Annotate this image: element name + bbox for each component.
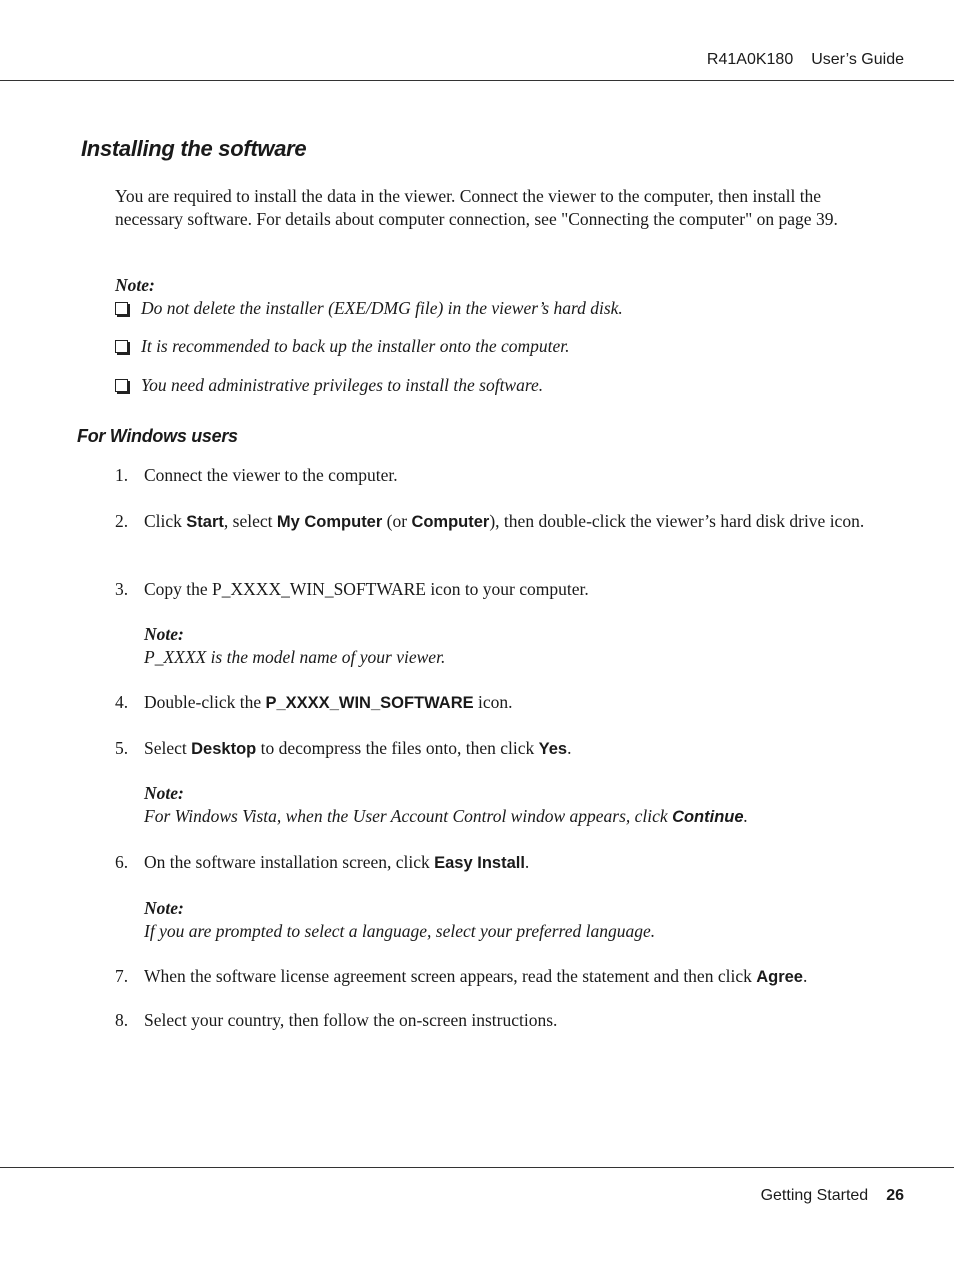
start-label: Start — [186, 513, 224, 531]
footer-section: Getting Started — [760, 1187, 869, 1204]
checkbox-bullet-icon — [115, 302, 128, 315]
computer-label: Computer — [411, 513, 490, 531]
step-6: 6. On the software installation screen, click Easy Install. — [115, 852, 530, 872]
footer-divider — [0, 1167, 954, 1168]
easy-install-label: Easy Install — [434, 854, 525, 872]
step-2: 2. Click Start, select My Computer (or Computer), then double-click the viewer’s hard disk drive icon. — [115, 511, 865, 531]
intro-paragraph: You are required to install the data in the viewer. Connect the viewer to the computer, then install the necessary software. For details about computer connection, see "Connecting the computer" on page 39. — [115, 186, 838, 229]
desktop-label: Desktop — [191, 740, 257, 758]
step-7: 7. When the software license agreement screen appears, read the statement and then click Agree. — [115, 966, 808, 986]
agree-label: Agree — [756, 968, 803, 986]
note-bullet: Do not delete the installer (EXE/DMG file) in the viewer’s hard disk. — [115, 297, 623, 320]
page-number: 26 — [886, 1187, 904, 1204]
step-4: 4. Double-click the P_XXXX_WIN_SOFTWARE icon. — [115, 692, 513, 712]
header-divider — [0, 80, 954, 81]
checkbox-bullet-icon — [115, 379, 128, 392]
step-5-note: Note: For Windows Vista, when the User Account Control window appears, click Continue. — [144, 783, 748, 826]
doc-title: User’s Guide — [811, 51, 904, 68]
note-bullet: It is recommended to back up the installer onto the computer. — [115, 335, 570, 358]
step-3-note: Note: P_XXXX is the model name of your viewer. — [144, 624, 446, 667]
page-footer — [761, 1187, 904, 1205]
section-title: Installing the software — [81, 136, 307, 161]
software-icon-label: P_XXXX_WIN_SOFTWARE — [265, 694, 474, 712]
doc-code: R41A0K180 — [706, 51, 794, 68]
note-bullet: You need administrative privileges to install the software. — [115, 374, 543, 397]
step-1: 1. Connect the viewer to the computer. — [115, 465, 398, 485]
checkbox-bullet-icon — [115, 340, 128, 353]
continue-label: Continue — [672, 808, 744, 826]
step-3: 3. Copy the P_XXXX_WIN_SOFTWARE icon to your computer. — [115, 579, 589, 599]
note-label: Note: — [115, 275, 155, 295]
yes-label: Yes — [538, 740, 568, 758]
page-header — [707, 51, 904, 69]
step-6-note: Note: If you are prompted to select a language, select your preferred language. — [144, 898, 656, 941]
step-8: 8. Select your country, then follow the on-screen instructions. — [115, 1010, 558, 1030]
step-5: 5. Select Desktop to decompress the files onto, then click Yes. — [115, 738, 572, 758]
subsection-title: For Windows users — [77, 426, 238, 446]
my-computer-label: My Computer — [276, 513, 383, 531]
